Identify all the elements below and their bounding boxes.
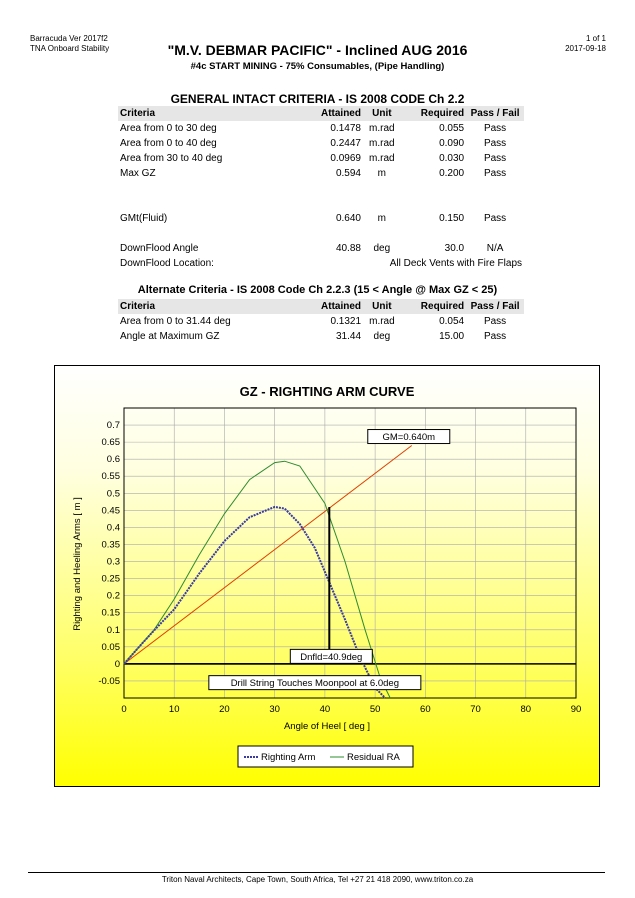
drill-annotation <box>209 676 421 690</box>
righting-arm-series <box>124 507 385 698</box>
gm-annotation-text: GM=0.640m <box>382 432 436 444</box>
cell: Max GZ <box>120 168 156 179</box>
col-required: Required <box>401 299 466 314</box>
cell: Area from 0 to 31.44 deg <box>120 316 231 327</box>
drill-annotation-text: Drill String Touches Moonpool at 6.0deg <box>230 678 399 690</box>
table-header-row <box>118 299 524 314</box>
gm-annotation <box>368 430 450 444</box>
y-tick-label: 0.35 <box>101 539 120 551</box>
dnfld-annotation <box>290 649 372 663</box>
y-tick-label: 0.45 <box>101 505 120 517</box>
gm-tangent-line <box>124 446 412 664</box>
cell: m.rad <box>369 138 395 149</box>
alternate-criteria-table <box>118 299 524 344</box>
x-tick-label: 0 <box>121 704 127 715</box>
cell: Area from 0 to 40 deg <box>120 138 217 149</box>
cell: Pass <box>483 316 507 327</box>
y-tick-label: 0.25 <box>101 573 120 585</box>
x-tick-label: 80 <box>520 704 532 715</box>
cell: 0.2447 <box>330 138 361 149</box>
cell: 0.200 <box>439 168 465 179</box>
cell: DownFlood Location: <box>120 258 214 269</box>
cell: Pass <box>483 213 507 224</box>
cell: DownFlood Angle <box>120 243 199 254</box>
x-tick-label: 30 <box>269 704 280 715</box>
table-row <box>118 329 524 344</box>
col-criteria: Criteria <box>118 299 300 314</box>
x-tick-label: 40 <box>319 704 331 715</box>
cell: Pass <box>483 331 507 342</box>
y-tick-label: 0.05 <box>101 641 120 653</box>
cell: 0.0969 <box>330 153 361 164</box>
cell: Area from 0 to 30 deg <box>120 123 217 134</box>
y-tick-labels <box>98 420 120 687</box>
chart-title: GZ - RIGHTING ARM CURVE <box>239 384 415 399</box>
company-name: TNA Onboard Stability <box>30 44 110 53</box>
col-criteria: Criteria <box>118 106 300 121</box>
gz-chart <box>55 366 599 786</box>
table-row <box>118 314 524 329</box>
cell: Pass <box>483 123 507 134</box>
y-tick-label: 0.1 <box>106 624 120 636</box>
cell: m.rad <box>369 316 395 327</box>
table-row <box>118 136 524 151</box>
cell: 0.055 <box>439 123 465 134</box>
x-tick-label: 60 <box>420 704 431 715</box>
col-required: Required <box>401 106 466 121</box>
col-pass-fail: Pass / Fail <box>466 299 524 314</box>
dnfld-annotation-text: Dnfld=40.9deg <box>300 651 363 663</box>
table-row-gmt <box>118 211 524 226</box>
x-tick-label: 50 <box>369 704 381 715</box>
x-tick-label: 90 <box>570 704 582 715</box>
cell: deg <box>373 331 391 342</box>
gz-chart-frame <box>54 365 600 787</box>
x-tick-label: 20 <box>219 704 230 715</box>
y-tick-label: 0.15 <box>101 607 120 619</box>
cell: m.rad <box>369 153 395 164</box>
col-pass-fail: Pass / Fail <box>466 106 524 121</box>
cell: 30.0 <box>444 243 465 254</box>
cell: Angle at Maximum GZ <box>120 331 220 342</box>
page-number: 1 of 1 <box>585 34 606 43</box>
cell: Pass <box>483 153 507 164</box>
col-attained: Attained <box>300 299 363 314</box>
table-header-row <box>118 106 524 121</box>
cell: 0.1321 <box>330 316 362 327</box>
page-title: "M.V. DEBMAR PACIFIC" - Inclined AUG 2016 <box>167 42 468 58</box>
table-row-downflood <box>118 241 524 256</box>
cell: All Deck Vents with Fire Flaps <box>389 258 522 269</box>
table-row <box>118 121 524 136</box>
cell: Area from 30 to 40 deg <box>120 153 223 164</box>
table-row <box>118 166 524 181</box>
cell: 31.44 <box>336 331 362 342</box>
cell: m <box>377 168 386 179</box>
x-axis-label: Angle of Heel [ deg ] <box>283 721 371 732</box>
cell: 0.054 <box>439 316 465 327</box>
col-unit: Unit <box>363 299 401 314</box>
footer-divider <box>28 872 605 873</box>
software-version: Barracuda Ver 2017f2 <box>30 34 108 43</box>
y-axis-label: Righting and Heeling Arms [ m ] <box>72 497 83 631</box>
y-tick-label: 0.55 <box>101 471 120 483</box>
col-attained: Attained <box>300 106 363 121</box>
x-tick-labels <box>121 704 581 715</box>
cell: 40.88 <box>335 243 361 254</box>
y-tick-label: 0.4 <box>106 522 120 534</box>
footer-text: Triton Naval Architects, Cape Town, South Africa, Tel +27 21 418 2090, www.triton.co.za <box>161 875 474 884</box>
cell: 0.090 <box>439 138 465 149</box>
general-criteria-table <box>118 106 524 271</box>
cell: Pass <box>483 138 507 149</box>
cell: GMt(Fluid) <box>120 213 168 224</box>
cell: 0.640 <box>335 213 361 224</box>
cell: Pass <box>483 168 507 179</box>
y-tick-label: 0 <box>114 658 120 670</box>
cell: m <box>377 213 386 224</box>
y-tick-label: 0.5 <box>106 488 120 500</box>
report-date: 2017-09-18 <box>565 44 606 53</box>
y-tick-label: 0.6 <box>106 454 120 466</box>
legend-righting-label: Righting Arm <box>261 752 316 763</box>
cell: 0.150 <box>439 213 465 224</box>
legend-residual-label: Residual RA <box>347 752 400 763</box>
y-tick-label: 0.65 <box>101 437 120 449</box>
cell: 0.594 <box>335 168 361 179</box>
x-tick-label: 70 <box>470 704 481 715</box>
y-tick-label: 0.3 <box>106 556 120 568</box>
general-criteria-heading: GENERAL INTACT CRITERIA - IS 2008 CODE Ch 2.2 <box>170 92 465 106</box>
x-tick-label: 10 <box>168 704 180 715</box>
spacer-row <box>118 226 524 241</box>
page-subtitle: #4c START MINING - 75% Consumables, (Pipe Handling) <box>190 61 445 72</box>
cell: 15.00 <box>439 331 465 342</box>
cell: 0.1478 <box>330 123 361 134</box>
cell: m.rad <box>369 123 395 134</box>
alternate-criteria-heading: Alternate Criteria - IS 2008 Code Ch 2.2.3 (15 < Angle @ Max GZ < 25) <box>137 284 498 296</box>
cell: 0.030 <box>439 153 465 164</box>
col-unit: Unit <box>363 106 401 121</box>
y-tick-label: 0.7 <box>106 420 120 432</box>
y-tick-label: -0.05 <box>98 675 120 687</box>
cell: N/A <box>486 243 504 254</box>
table-row <box>118 151 524 166</box>
spacer-row <box>118 181 524 211</box>
table-row-downflood-location <box>118 256 524 271</box>
y-tick-label: 0.2 <box>106 590 120 602</box>
chart-legend <box>238 746 413 767</box>
cell: deg <box>373 243 391 254</box>
